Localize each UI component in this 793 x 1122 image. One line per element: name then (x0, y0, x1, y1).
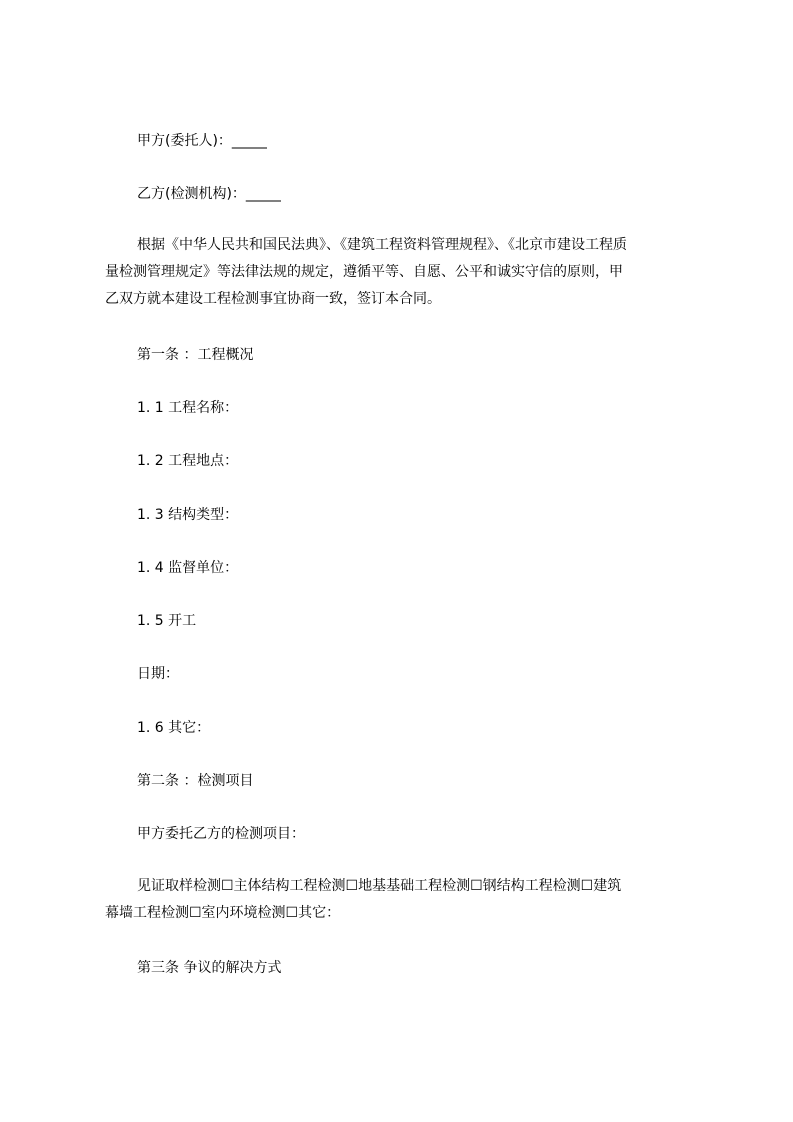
intro-line-2: 量检测管理规定》等法律法规的规定，遵循平等、自愿、公平和诚实守信的原则，甲 (105, 264, 623, 280)
article-2-title: 第二条 ：检测项目 (137, 773, 254, 789)
party-a-line: 甲方(委托人)：_____ (137, 133, 267, 149)
item-1-2: 1. 2 工程地点： (137, 453, 239, 469)
item-1-5: 1. 5 开工 (137, 613, 197, 629)
item-1-1: 1. 1 工程名称： (137, 400, 239, 416)
item-1-6: 1. 6 其它： (137, 720, 211, 736)
test-items-line-1: 见证取样检测☐主体结构工程检测☐地基基础工程检测☐钢结构工程检测☐建筑 (137, 878, 622, 894)
article-3-title: 第三条 争议的解决方式 (137, 960, 282, 976)
intro-paragraph (105, 232, 705, 313)
party-b-line: 乙方(检测机构)：_____ (137, 186, 281, 202)
test-items-line-2: 幕墙工程检测☐室内环境检测☐其它： (105, 905, 341, 921)
item-date: 日期： (137, 666, 179, 682)
article-2-lead: 甲方委托乙方的检测项目： (137, 826, 305, 842)
intro-line-1: 根据《中华人民共和国民法典》、《建筑工程资料管理规程》、《北京市建设工程质 (137, 237, 627, 253)
intro-line-3: 乙双方就本建设工程检测事宜协商一致，签订本合同。 (105, 291, 441, 307)
item-1-4: 1. 4 监督单位： (137, 560, 239, 576)
test-items-paragraph (105, 873, 705, 927)
item-1-3: 1. 3 结构类型： (137, 507, 239, 523)
article-1-title: 第一条 ：工程概况 (137, 347, 254, 363)
